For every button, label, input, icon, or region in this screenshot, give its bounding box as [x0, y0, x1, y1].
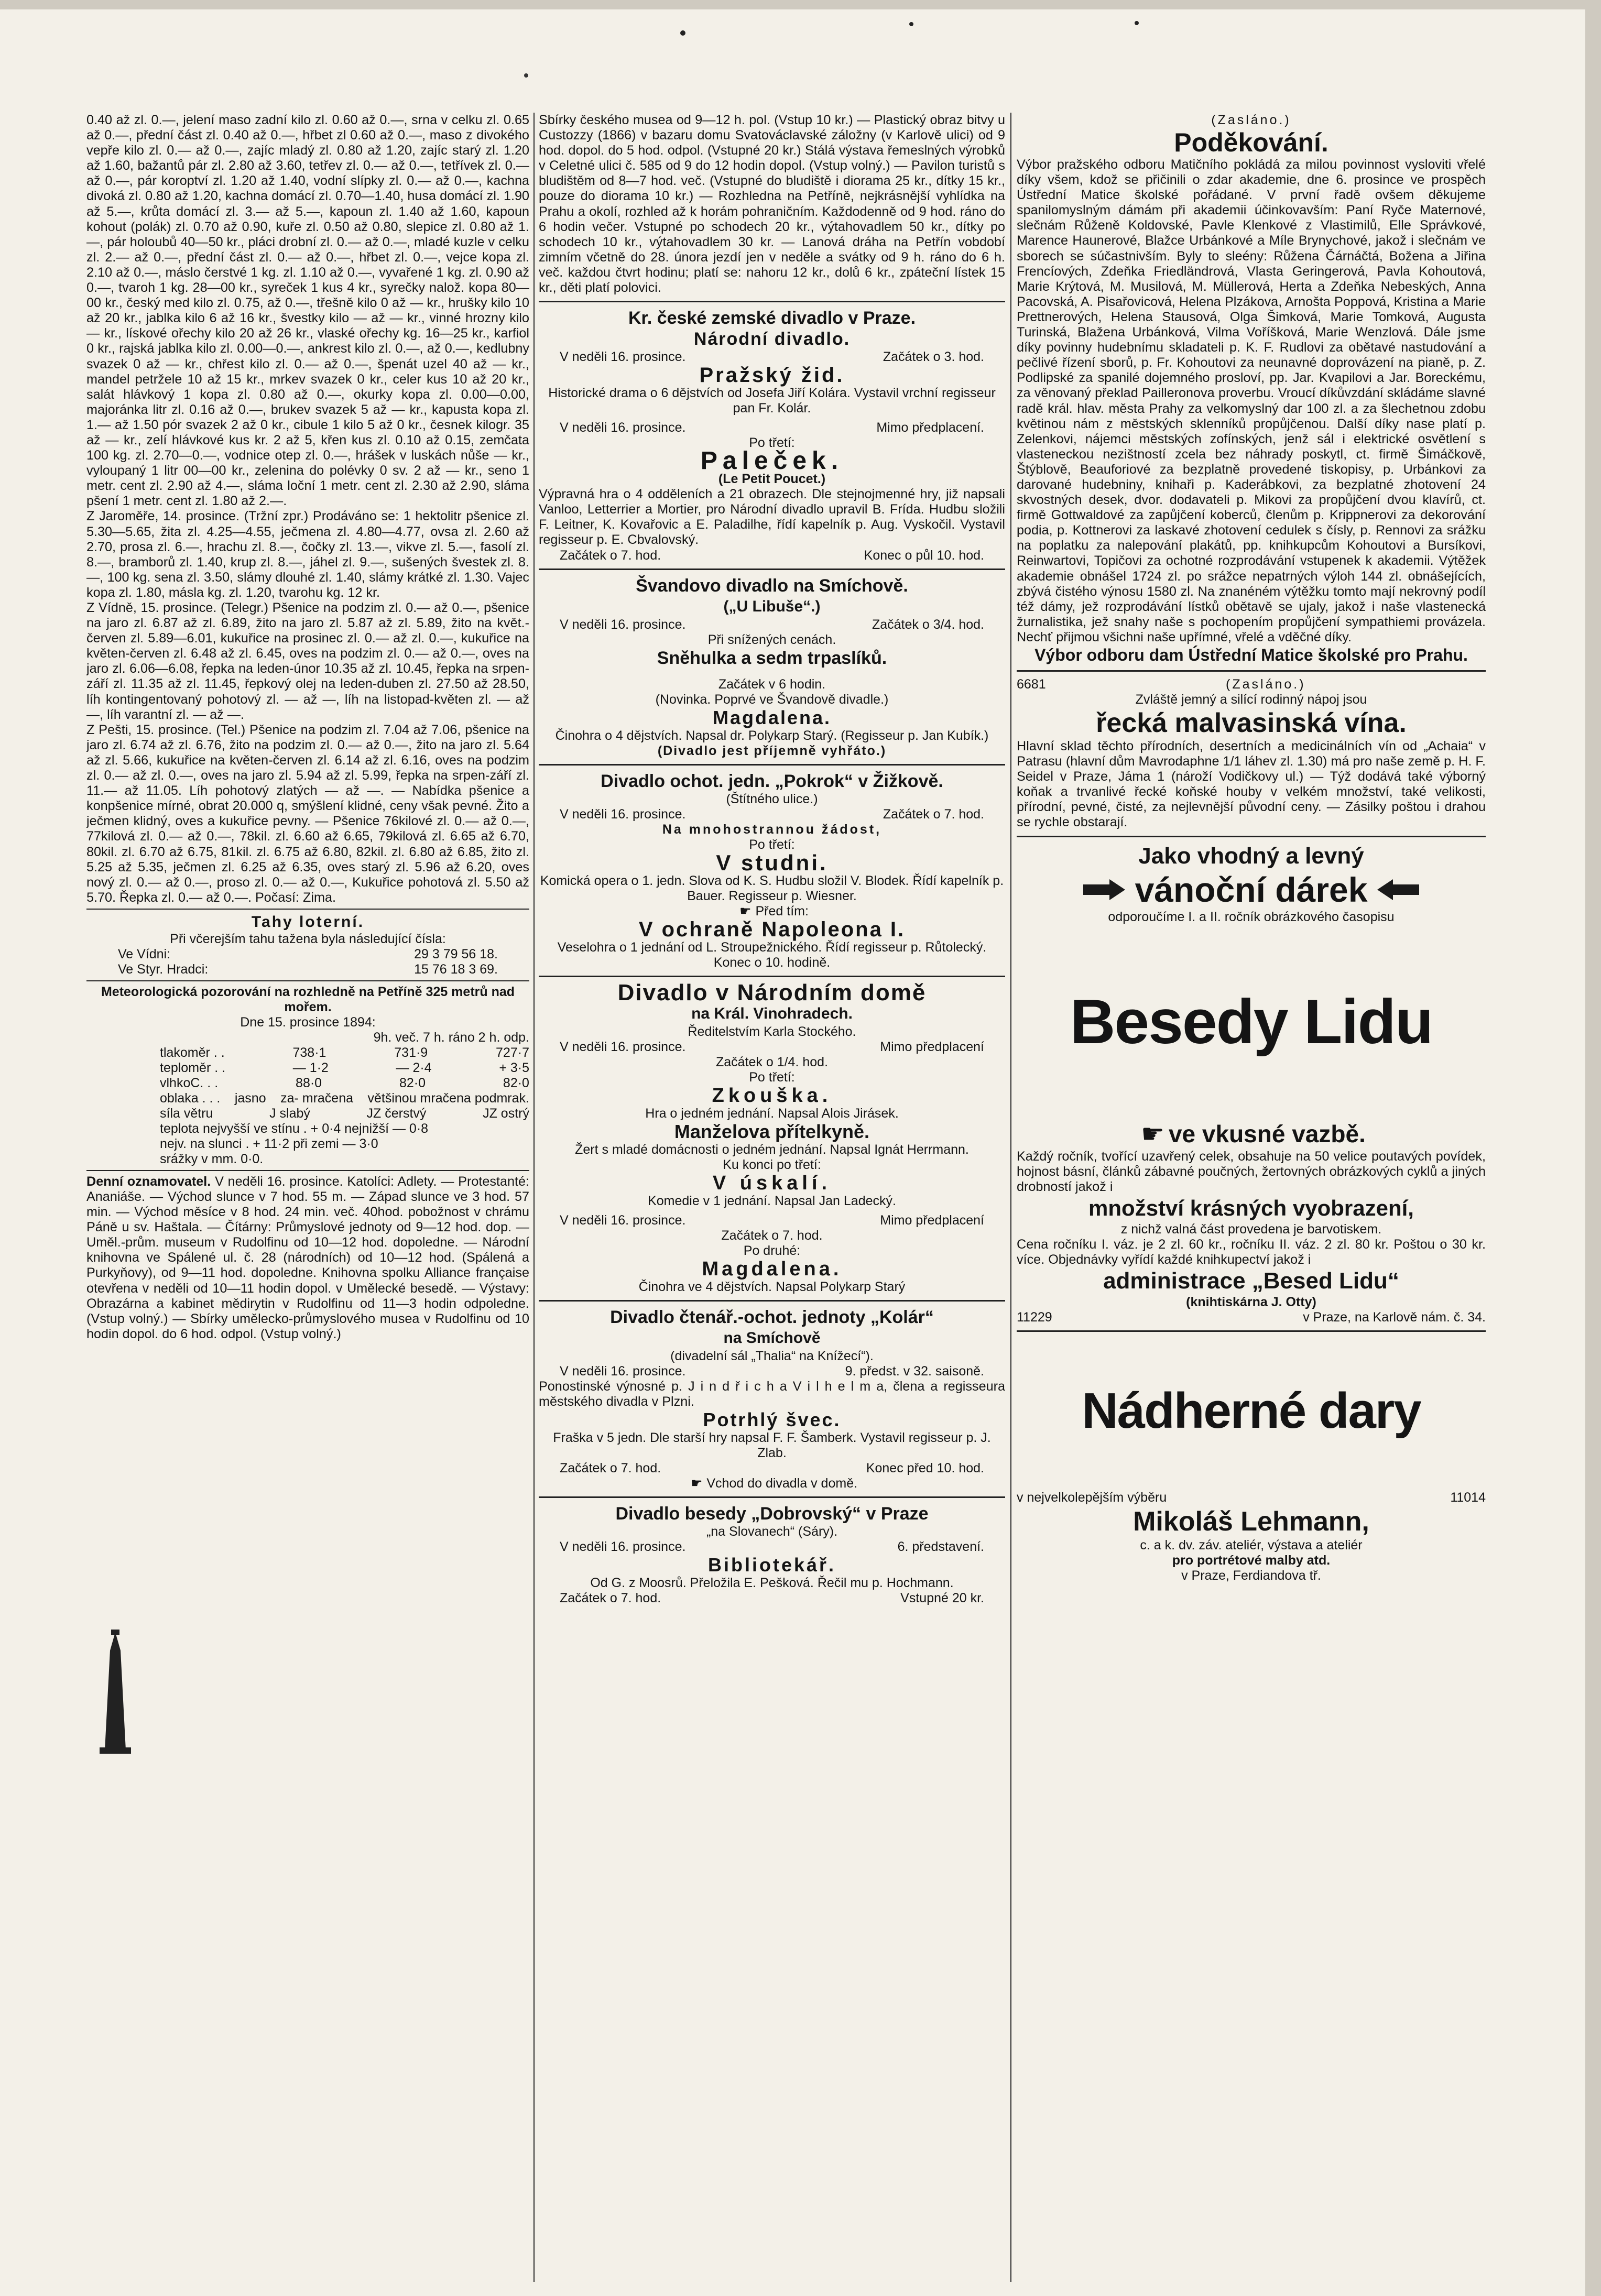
- admin-sub: (knihtiskárna J. Otty): [1186, 1295, 1316, 1310]
- show-start: Začátek o 7. hod.: [721, 1228, 823, 1243]
- show-note: (Divadlo jest příjemně vyhřáto.): [657, 743, 887, 758]
- theatre-dobrovsky-title: Divadlo besedy „Dobrovský“ v Praze: [615, 1503, 929, 1524]
- admin-title: administrace „Besed Lidu“: [1103, 1268, 1399, 1294]
- lottery-numbers: 15 76 18 3 69.: [414, 961, 498, 977]
- show-row: [539, 349, 1005, 365]
- lehmann-address: v Praze, Ferdiandova tř.: [1181, 1568, 1321, 1583]
- lottery-place: Ve Styr. Hradci:: [118, 961, 209, 977]
- show-note: Po třetí:: [749, 435, 795, 451]
- binding-row: [1017, 1119, 1486, 1149]
- play-original-title: (Le Petit Poucet.): [718, 472, 826, 487]
- show-start: Začátek o 1/4. hod.: [715, 1054, 829, 1069]
- meteo-row: [160, 1106, 529, 1121]
- play-title: Magdalena.: [702, 1258, 842, 1280]
- play-description: Komická opera o 1. jedn. Slova od K. S. Hudbu složil V. Blodek. Řídí kapelník p. Bauer. Regisseur p. Wiesner.: [540, 873, 1004, 903]
- show-note: 6. představení.: [897, 1539, 984, 1554]
- show-note: [539, 904, 1005, 919]
- meteo-label: oblaka . . .: [160, 1090, 221, 1106]
- show-row: [539, 1591, 1005, 1606]
- meteo-title: Meteorologická pozorování na rozhledně na Petříně 325 metrů nad mořem.: [101, 984, 515, 1014]
- gifts-title: Nádherné dary: [1082, 1383, 1421, 1439]
- thanks-signature: Výbor odboru dam Ústřední Matice školské pro Prahu.: [1034, 646, 1468, 664]
- meteo-value: JZ čerstvý: [366, 1106, 427, 1121]
- show-note: Ku konci po třetí:: [723, 1157, 821, 1172]
- show-date: V neděli 16. prosince.: [560, 1539, 686, 1554]
- play-title: Sněhulka a sedm trpaslíků.: [657, 648, 887, 668]
- daily-announcements: V neděli 16. prosince. Katolíci: Adlety. — Protestanté: Ananiáše. — Východ slunce v 7 hod. 55 m. — Západ slunce ve 3 hod. 57 min. — Východ měsíce v 8 hod. 24 min. več. 40hod. pobožnost v chrámu Páně u sv. Haštala. — Čítárny: Průmyslové jednoty od 9—12 hod. dop. — Uměl.-prům. museum v Rudolfinu od 10—12 hod. dopoledne. — Národní knihovna ve Spálené ul. č. 28 (národních) od 10—12 hod. (Spálená a Purkyňovy), od 9—11 hod. dopoledne. Knihovna spolku Alliance française otevřena v neděli od 10—11 hodin dopol. v Umělecké besedě. — Výstavy: Obrazárna a kabinet mědirytin v Rudolfinu od 11—3 hodin odpoledne. (Vstup volný.) — Sbírky umělecko-průmyslového musea v Rudolfinu od 10 hodin dopol. do 6 hod. odpol. (Vstup volný.): [86, 1174, 529, 1341]
- meteo-label: teploměr . .: [160, 1060, 226, 1075]
- show-note-label: Před tím:: [755, 903, 809, 919]
- meteo-value: — 2·4: [396, 1060, 432, 1075]
- besedy-description: Každý ročník, tvořící uzavřený celek, obsahuje na 50 velice poutavých povídek, hojnost básní, článků zábavné poučných, žertovných obrázkových cyklů a jiných drobností jakož i: [1017, 1149, 1486, 1194]
- show-row: [539, 548, 1005, 563]
- show-note: Mimo předplacení: [880, 1039, 984, 1054]
- wine-text: Hlavní sklad těchto přírodních, desertních a medicinálních vín od „Achaia“ v Patrasu (hlavní dům Mavrodaphne 1/1 láhev zl. 1.30) má pro naše země p. H. F. Seidel v Praze, Jáma 1 (nároží Vodičkovy ul.) — Týž dodává také výborný koňak a trvanlivé řecké koňské houby v velkém množství, také velikosti, přírodní, pevné, čisté, za nejlevnější původní ceny. — Zásilky poštou i drahou se rychle obstarají.: [1017, 739, 1486, 830]
- show-note: Mimo předplacení.: [876, 420, 984, 435]
- thanks-text: Výbor pražského odboru Matičního pokládá za milou povinnost vysloviti vřelé díky všem, kdož se přičinili o zdar akademie, dne 6. prosince ve prospěch Ústřední Matice školské pořádané. V první řadě ovšem děkujeme spanilomyslným dámám při akademii účinkovavším: Paní Ryče Maternové, slečnám Růženě Koldovské, Pavle Klenkové z Vlastimilů, Elle Správkové, Marence Haunerové, Blažce Urbánkové a Míle Brynychové, jakož i slečnám ve sborech se súčastnivším. Byly to sleény: Růžena Čárnáčtá, Božena a Jiřina Frencíových, Zdeňka Friedländrová, Vlasta Geringerová, Pavla Kohoutová, Marie Krýtová, M. Musilová, M. Müllerová, Herta a Zdeňka Nebeských, Anna Pacovská, A. Pisařovicová, Helena Plzákova, Arnošta Poppová, Kristina a Marie Prettnerových, Helena Stausová, Olga Šimková, Marie Tomková, Augusta Turinská, Blažena Urbánková, Vilma Voříšková, Marie Wenzlová. Dále jsme díky povinny hudebnímu skladateli p. K. F. Rudlovi za obětavé nastudování a pečlivé řízení sborů, p. Fr. Kohoutovi za neunavné doprovázení na pianě, p. Z. Podlipské za spanilé dojemného prosloví, pp. Jar. Kvapilovi a Jar. Boreckému, za věnovaný překlad Pailleronova proverbu. Vroucí díkůvzdání skládáme slavné radě král. hlav. města Prahy za velkomyslný dar 100 zl. a za šlechetnou zdobu květinou nám z městských sklenníků propůjčenou. Další díky nase platí p. Zelenkovi, nájemci městských zofínských, jenž sál i elektrické osvětlení s vlasteneckou nezištností zcela bez náhrady poskytl, ct. firmě Šimáčkově, Štýblově, Beauforiové za bezplatně provedené tiskopisy, p. Urbánkovi za darované hudebniny, knihaři p. Kaderábkovi, za bezplatné zhotovení 24 skvostných desek, dvor. dodavateli p. Mikovi za propůjčení dvou klavírů, ct. firmě Gottwaldové za zapůjčení koberců, členům p. Krippnerovi za dekorování podia, p. Kottnerovi za laskavé zhotovení cedulek s čísly, p. Rennovi za srážku na poplatku za nalepování plakátů, pp. knihkupcům Kohoutovi a Bursíkovi, Reinwartovi, Topičovi za ochotné rozprodávání vstupenek k akademii. Výtěžek akademie obnášel 1724 zl. po srážce nepatrných výloh 144 zl. obnášejících, zbývá čistého výnosu 1580 zl. Na znanéném výtěžku tomto mají nekrovný podíl též dámy, jež rozprodávání lístků obětavě se ujaly, jakož i naše vlastenecká žurnalistika, jež snahy naše s pochopením propůjčení sympathiemi provázela. Nechť přijmou všichni naše upřímné, vřelé a vděčné díky.: [1017, 157, 1486, 644]
- play-description: Historické drama o 6 dějstvích od Josefa Jiří Kolára. Vystavil vrchní regisseur pan Fr. Kolár.: [548, 386, 996, 416]
- show-note: Po druhé:: [743, 1243, 801, 1258]
- gift-title-row: [1017, 870, 1486, 910]
- show-row: [539, 807, 1005, 822]
- lottery-row: [86, 947, 529, 962]
- lehmann-desc: c. a k. dv. záv. ateliér, výstava a ateliér: [1140, 1538, 1363, 1553]
- gifts-sub: v nejvelkolepějším výběru: [1017, 1490, 1167, 1505]
- meteo-row: [160, 1091, 529, 1106]
- market-report-jaromer: Z Jaroměře, 14. prosince. (Tržní zpr.) Prodáváno se: 1 hektolitr pšenice zl. 5.30—5.65, žita zl. 4.25—4.55, ječmena zl. 4.80—4.77, ovsa zl. 2.60 až 2.70, prosa zl. 6.—, hrachu zl. 8.—, čočky zl. 13.—, vikve zl. 5.—, fasolí zl. 8.—, bramborů zl. 1.40, krup zl. 8.—, jáhel zl. 9.—, sušených švestek zl. 8.—, 100 kg. sena zl. 3.50, slámy dlouhé zl. 1.40, slámy krátké zl. 1.30. Vajec kopa zl. 1.80, másla kg. zl. 1.20, tvarohu kg. 12 kr.: [86, 509, 529, 600]
- divider: [1017, 836, 1486, 837]
- gifts-sub-row: [1017, 1490, 1486, 1505]
- pointing-hand-icon: [1081, 874, 1128, 905]
- meteo-value: 731·9: [394, 1045, 428, 1060]
- show-start: Začátek o 7. hod.: [560, 1590, 661, 1605]
- lottery-intro: Při včerejším tahu tažena byla následující čísla:: [170, 931, 446, 946]
- meteo-label: vlhkoC. . .: [160, 1075, 219, 1090]
- column-notices-ads: [1017, 113, 1486, 2287]
- show-row: [539, 1461, 1005, 1476]
- lehmann-title: Mikoláš Lehmann,: [1133, 1506, 1369, 1537]
- wine-title: řecká malvasinská vína.: [1096, 708, 1407, 738]
- meteo-row: [160, 1076, 529, 1091]
- show-note: Mimo předplacení: [880, 1212, 984, 1228]
- theatre-national-sub: Národní divadlo.: [693, 329, 851, 349]
- play-description: Komedie v 1 jednání. Napsal Jan Ladecký.: [648, 1193, 896, 1208]
- meteo-value: + 3·5: [499, 1060, 529, 1075]
- show-start: Začátek o 7. hod.: [560, 1460, 661, 1475]
- submitted-label: (Zasláno.): [1226, 677, 1306, 692]
- theatre-narodni-dum-sub: na Král. Vinohradech.: [691, 1004, 853, 1022]
- meteo-label: tlakoměr . .: [160, 1045, 225, 1060]
- meteo-value: 727·7: [496, 1045, 529, 1060]
- meteo-value: většinou mračena podmrak.: [367, 1090, 529, 1106]
- gift-pre: Jako vhodný a levný: [1138, 843, 1364, 869]
- show-note: Po třetí:: [749, 837, 795, 852]
- wine-intro: Zvláště jemný a silící rodinný nápoj jsou: [1135, 692, 1367, 707]
- pointing-hand-icon: ☛: [690, 1475, 703, 1491]
- meteo-header: 9h. več. 7 h. ráno 2 h. odp.: [373, 1030, 529, 1045]
- scan-speck: [909, 22, 913, 26]
- play-title: V studni.: [716, 850, 828, 875]
- meteo-date: Dne 15. prosince 1894:: [240, 1014, 376, 1030]
- divider: [539, 1300, 1005, 1302]
- show-date: V neděli 16. prosince.: [560, 1212, 686, 1228]
- divider: [1017, 1330, 1486, 1332]
- ad-number: 11014: [1450, 1490, 1486, 1505]
- meteo-value: — 1·2: [292, 1060, 329, 1075]
- meteo-value: J slabý: [269, 1106, 310, 1121]
- pointing-hand-icon: ☛: [1141, 1118, 1164, 1149]
- theatre-svanda-title: Švandovo divadlo na Smíchově.: [636, 575, 908, 596]
- meteo-value: 82·0: [503, 1075, 529, 1090]
- meteo-value: za- mračena: [280, 1090, 354, 1106]
- theatre-dobrovsky-sub: „na Slovanech“ (Sáry).: [706, 1524, 838, 1539]
- show-date: V neděli 16. prosince.: [560, 420, 686, 435]
- play-title: Magdalena.: [712, 706, 832, 728]
- divider: [539, 1496, 1005, 1498]
- column-market-news: [86, 113, 529, 2287]
- besedy-lidu-title: Besedy Lidu: [1070, 986, 1433, 1057]
- play-title: V ochraně Napoleona I.: [638, 917, 906, 941]
- lehmann-desc: pro portrétové malby atd.: [1172, 1553, 1331, 1568]
- admin-address-row: [1017, 1310, 1486, 1325]
- meteo-extra: nejv. na slunci . + 11·2 při zemi — 3·0: [160, 1136, 378, 1151]
- play-description: Od G. z Moosrů. Přeložila E. Pešková. Řečil mu p. Hochmann.: [590, 1575, 954, 1590]
- show-row: [539, 1364, 1005, 1379]
- meteo-extra: srážky v mm. 0·0.: [160, 1151, 264, 1166]
- play-title: Zkouška.: [712, 1084, 832, 1107]
- admin-address: v Praze, na Karlově nám. č. 34.: [1303, 1310, 1486, 1325]
- gift-title: vánoční dárek: [1135, 870, 1368, 909]
- show-end: Konec o půl 10. hod.: [864, 548, 984, 563]
- scan-shadow: [1585, 0, 1601, 2296]
- show-start: Začátek o 3. hod.: [883, 349, 984, 365]
- theatre-director: Ředitelstvím Karla Stockého.: [688, 1024, 856, 1039]
- daily-title: Denní oznamovatel.: [86, 1174, 211, 1189]
- show-end: Konec před 10. hod.: [866, 1460, 984, 1475]
- column-theatres: [539, 113, 1005, 2287]
- market-report-vienna: Z Vídně, 15. prosince. (Telegr.) Pšenice na podzim zl. 0.— až 0.—, pšenice na jaro zl. 6.87 až zl. 6.89, žito na jaro zl. 5.87 až zl. 5.89, žito na květ.-červen zl. 5.89—6.01, kukuřice na prosinec zl. 0.— až zl. 0.—, kukuřice na květen-červen zl. 6.48 až zl. 6.45, oves na podzim zl. 0.— až 0.—, oves na jaro zl. 6.06—6.08, řepka na leden-únor 10.35 až zl. 10.45, řepka na srpen-září zl. 11.35 až zl. 11.45, řepkový olej na leden-duben zl. 27.50 až 28.50, líh kontingentovaný pohotový zl. — až —, líh na listopad-květen zl. — až —, líh varantní zl. — až —.: [86, 600, 529, 722]
- divider: [539, 976, 1005, 977]
- meteo-row: [160, 1045, 529, 1060]
- column-rule: [1010, 113, 1011, 2282]
- theatre-pokrok-title: Divadlo ochot. jedn. „Pokrok“ v Žižkově.: [601, 771, 943, 791]
- meteo-value: JZ ostrý: [483, 1106, 529, 1121]
- scan-speck: [1135, 21, 1139, 25]
- show-start: Začátek o 3/4. hod.: [872, 617, 984, 632]
- binding-text: ve vkusné vazbě.: [1168, 1120, 1366, 1147]
- market-report-pest: Z Pešti, 15. prosince. (Tel.) Pšenice na podzim zl. 7.04 až 7.06, pšenice na jaro zl. 6.74 až zl. 6.76, žito na podzim zl. 0.— až 0.—, žito na jaro zl. 5.64 až zl. 5.66, kukuřice na květen-červen zl. 6.14 až zl. 6.16, oves na podzim zl. 0.— až zl. 0.—, oves na jaro zl. 5.94 až zl. 5.99, řepka na srpen-září zl. 11.— až 11.05. Líh pohotový zlatých — až —. — Nabídka pšenice a konpšenice mírné, obrat 20.000 q, smýšlení klidné, ceny však pevné. Žito a ječmen klidný, oves a kukuřice pevny. — Pšenice 76kilové zl. 0.— až 0.—, 77kilová zl. 0.— až 0.—, 78kil. zl. 6.60 až 6.65, 79kilová zl. 6.65 až 6.70, 80kil. zl. 6.70 až 6.75, 81kil. zl. 6.75 až 6.80, 82kil. zl. 6.80 až 6.85, žito zl. 5.25 až 5.35, ječmen zl. 6.25 až 6.35, oves starý zl. 5.96 až 6.20, oves nový zl. 0.— až 0.—, proso zl. 0.— až 0.—, Kukuřice pohotová zl. 5.50 až 5.70. Řepka zl. 0.— až 0.—. Počasí: Zima.: [86, 722, 529, 905]
- show-price: Vstupné 20 kr.: [900, 1590, 984, 1605]
- scan-shadow: [0, 0, 1601, 9]
- divider: [86, 980, 529, 981]
- market-prices-prague: 0.40 až zl. 0.—, jelení maso zadní kilo zl. 0.60 až 0.—, srna v celku zl. 0.65 až 0.—, přední část zl. 0.40 až 0.—, hřbet zl 0.60 až 0.—, maso z divokého vepře kilo zl. 0.— až 0.—, zajíc mladý zl. 0.80 až 1.20, zajíc starý zl. 1.20 až 1.60, bažantů pár zl. 2.80 až 3.60, tetřev zl. 0.— až 0.—, tetřívek zl. 0.— až 0.—, pár koroptví zl. 1.20 až 1.40, vodní slípky zl. 0.— až 0.—, kachna divoká zl. 0.80 až 1.20, kachna domácí zl. 0.70—1.40, husa domácí zl. 1.90 až 5.—, krůta domácí zl. 3.— až 5.—, kapoun zl. 1.40 až 1.60, kapoun kohout (polák) zl. 0.70 až 0.90, kuře zl. 0.50 až 0.80, slepice zl. 0.80 až 1.—, pár holoubů 40—50 kr., pláci drobní zl. 0.— až 0.—, mladé kuzle v celku zl. 2.— až 0.—, přední část zl. 0.— až 0.—, hřbet zl. 0.—, vejce kopa zl. 2.10 až 0.—, máslo čerstvé 1 kg. zl. 1.10 až 0.—, vyvařené 1 kg. zl. 0.90 až 0.—, tvaroh 1 kg. 28—00 kr., syreček 1 kus 4 kr., syrečky nalož. kopa 80—00 kr., český med kilo zl. 0.75, až 0.—, třešně kilo 0 až — kr., hrušky kilo 10 až 20 kr., jablka kilo 6 až 16 kr., švestky kilo — až — kr., vinné hrozny kilo — kr., lískové ořechy kilo 20 až 26 kr., vlaské ořechy kg. 16—25 kr., karfiol 0 kr., rajská jablka kilo zl. 0.00—0.—, ankrest kilo zl. 0.—, až 0.—, kedlubny svazek 0 až — kr., chřest kilo zl. 0.— až 0.—, špenát uzel 40 až — kr., mandel petržele 10 až 15 kr., mrkev svazek 0 kr., celer kus 10 až 20 kr., salát hlávkový 1 kopa zl. 0.80 až 0.—, okurky kopa zl. 0.00—0.00, majoránka litr zl. 0.16 až 0.—, brukev svazek 5 až — kr., kapusta kopa zl. 1.— až 1.50 pór svazek 2 až 0 kr., cibule 1 kilo 5 až 0 kr., česnek kilogr. 35 až — kr., zelí hlávkové kus kr. 2 až 5, křen kus zl. 0.10 až 0.15, zemčata 100 kg. zl. 2.70—0.—, vodnice otep zl. 0.—, hrášek v luskách nůše — kr., vyloupaný 1 litr 00—00 kr., zelenina do polévky 0 sv. 2 až — kr., seno 1 metr. cent zl. 2.90 až 4.—, sláma loční 1 metr. cent zl. 2.30 až 2.90, sláma pšení 1 metr. cent zl. 1.80 až 2.—.: [86, 113, 529, 509]
- divider: [539, 568, 1005, 570]
- show-note: Na mnohostrannou žádost,: [662, 822, 882, 837]
- meteo-table: [86, 1030, 529, 1167]
- lottery-place: Ve Vídni:: [118, 946, 171, 961]
- meteo-value: 88·0: [296, 1075, 322, 1090]
- ad-number: 11229: [1017, 1310, 1052, 1325]
- play-description: Výpravná hra o 4 odděleních a 21 obrazech. Dle stejnojmenné hry, již napsali Vanloo, Letterrier a Mortier, pro Národní divadlo upravil B. Frída. Hudbu složili F. Leitner, K. Kovařovic a E. Paladilhe, řídí kapelník p. Aug. Vyskočil. Vystavil regisseur p. E. Cbvalovský.: [539, 487, 1005, 548]
- show-note: [539, 1476, 1005, 1491]
- ad-header-row: [1017, 677, 1486, 692]
- scan-speck: [680, 30, 685, 36]
- pictures-text: množství krásných vyobrazení,: [1088, 1195, 1414, 1220]
- play-description: Veselohra o 1 jednání od L. Stroupežnického. Řídí regisseur p. Růtolecký. Konec o 10. hodině.: [557, 939, 987, 970]
- play-title: Bibliotekář.: [707, 1554, 836, 1576]
- show-start: Začátek o 7. hod.: [883, 806, 984, 822]
- column-rule: [533, 113, 535, 2282]
- play-description: Činohra ve 4 dějstvích. Napsal Polykarp Starý: [638, 1279, 906, 1294]
- theatre-kolar-sub: na Smíchově: [723, 1329, 821, 1347]
- show-date: V neděli 16. prosince.: [560, 1363, 686, 1379]
- theatre-narodni-dum-title: Divadlo v Národním domě: [617, 979, 927, 1005]
- meteo-extra: teplota nejvyšší ve stínu . + 0·4 nejnižší — 0·8: [160, 1121, 429, 1136]
- divider: [539, 301, 1005, 302]
- lottery-numbers: 29 3 79 56 18.: [414, 946, 498, 961]
- lottery-row: [86, 962, 529, 977]
- price-text: Cena ročníku I. váz. je 2 zl. 60 kr., ročníku II. váz. 2 zl. 80 kr. Poštou o 30 kr. více. Objednávky vyřídí každé knihkupectví jakož i: [1017, 1237, 1486, 1267]
- pointing-hand-icon: ☛: [739, 903, 752, 919]
- play-description: Fraška v 5 jedn. Dle starší hry napsal F. F. Šamberk. Vystavil regisseur p. J. Zlab.: [553, 1430, 991, 1460]
- scan-speck: [524, 73, 528, 78]
- show-note: 9. předst. v 32. saisoně.: [845, 1363, 984, 1379]
- show-start: Začátek v 6 hodin.: [718, 676, 826, 692]
- divider: [539, 764, 1005, 766]
- submitted-label: (Zasláno.): [1211, 113, 1291, 127]
- show-date: V neděli 16. prosince.: [560, 349, 686, 365]
- ad-number: 6681: [1017, 677, 1046, 692]
- divider: [1017, 670, 1486, 672]
- theatre-national-title: Kr. české zemské divadlo v Praze.: [628, 308, 916, 329]
- show-row: [539, 1040, 1005, 1055]
- play-description: Ponostinské výnosné p. J i n d ř i c h a V i l h e l m a, člena a regisseura městského divadla v Plzni.: [539, 1379, 1005, 1409]
- meteo-label: síla větru: [160, 1106, 213, 1121]
- pointing-hand-icon: [1375, 874, 1422, 905]
- show-row: [539, 420, 1005, 435]
- show-note: (Novinka. Poprvé ve Švandově divadle.): [655, 692, 889, 707]
- meteo-value: jasno: [234, 1090, 266, 1106]
- play-title: Manželova přítelkyně.: [674, 1120, 870, 1142]
- play-title: Paleček.: [700, 447, 844, 475]
- play-description: Žert s mladé domácnosti o jedném jednání. Napsal Ignát Herrmann.: [575, 1142, 969, 1157]
- show-note-label: Vchod do divadla v domě.: [706, 1475, 858, 1491]
- meteo-row: [160, 1060, 529, 1076]
- colors-text: z nichž valná část provedena je barvotiskem.: [1120, 1221, 1382, 1237]
- theatre-place: (divadelní sál „Thalia“ na Knížecí“).: [670, 1348, 874, 1363]
- gift-sub: odporoučíme I. a II. ročník obrázkového časopisu: [1108, 909, 1395, 924]
- thanks-title: Poděkování.: [1174, 128, 1328, 157]
- meteo-value: 738·1: [292, 1045, 326, 1060]
- theatre-svanda-sub: („U Libuše“.): [723, 597, 821, 615]
- show-date: V neděli 16. prosince.: [560, 617, 686, 632]
- play-title: Pražský žid.: [699, 364, 845, 387]
- divider: [86, 909, 529, 910]
- show-note: Při snížených cenách.: [707, 632, 836, 647]
- show-start: Začátek o 7. hod.: [560, 548, 661, 563]
- theatre-pokrok-sub: (Štítného ulice.): [726, 791, 818, 806]
- show-row: [539, 617, 1005, 632]
- play-description: Činohra o 4 dějstvích. Napsal dr. Polykarp Starý. (Regisseur p. Jan Kubík.): [555, 728, 989, 743]
- play-title: Potrhlý švec.: [703, 1408, 841, 1430]
- museum-info: Sbírky českého musea od 9—12 h. pol. (Vstup 10 kr.) — Plastický obraz bitvy u Custozzy (1866) v bazaru domu Svatováclavské záložny (v Karlově ulici) od 9 hod. dopol. do 5 hod. odpol. (Vstupné 20 kr.) Stálá výstava řemeslných výrobků v Celetné ulici č. 585 od 9 do 12 hodin dopol. (Vstup volný.) — Pavilon turistů s bludištěm od 8—7 hod. več. (Vstupné do bludiště i diorama 25 kr., dítky 15 kr., pouze do diorama 10 kr.) — Rozhledna na Petříně, nejkrásnější vyhlídka na Prahu a okolí, rozhled až k horám pohraničním. Každodenně od 9 hod. ráno do 6 hodin večer. Vstupné po schodech 20 kr., výtahovadlem 50 kr., dítky po schodech 10 kr., výtahovadlem 30 kr. — Lanová dráha na Petřín vobdobí zimním včetně do 28. února jezdí jen v neděle a svátky od 9 h. ráno do 6 h. več. každou čtvrt hodinu; platí se: nahoru 12 kr., dolů 6 kr., zpáteční lístek 15 kr., děti platí polovici.: [539, 113, 1005, 296]
- play-title: V úskalí.: [712, 1172, 832, 1194]
- play-description: Hra o jedném jednání. Napsal Alois Jirásek.: [645, 1106, 899, 1121]
- meteo-value: 82·0: [399, 1075, 426, 1090]
- show-row: [539, 1213, 1005, 1228]
- show-date: V neděli 16. prosince.: [560, 806, 686, 822]
- lottery-title: Tahy loterní.: [251, 913, 365, 931]
- show-date: V neděli 16. prosince.: [560, 1039, 686, 1054]
- theatre-kolar-title: Divadlo čtenář.-ochot. jednoty „Kolár“: [610, 1307, 934, 1327]
- divider: [86, 1170, 529, 1171]
- petrin-tower-icon: [89, 1630, 141, 1755]
- show-row: [539, 1539, 1005, 1555]
- show-note: Po třetí:: [749, 1069, 795, 1085]
